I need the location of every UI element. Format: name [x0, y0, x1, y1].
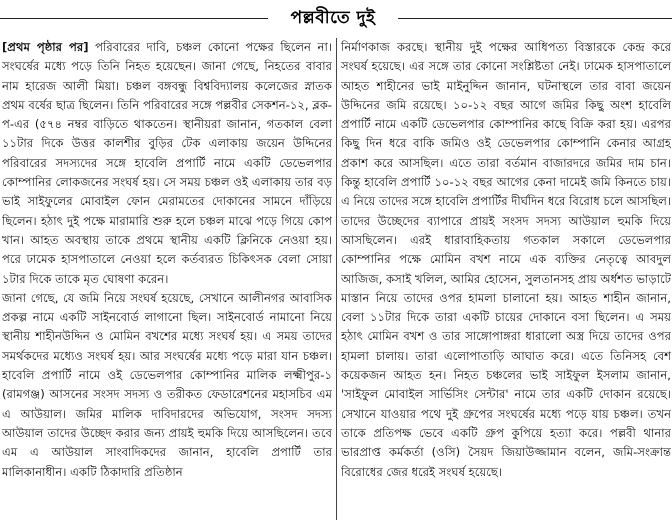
headline-box [268, 4, 398, 32]
left-column [2, 38, 332, 518]
paragraph-text: পরিবারের দাবি, চঞ্চল কোনো পক্ষের ছিলেন না। সংঘর্ষের মধ্যে পড়ে তিনি নিহত হয়েছেন। জানা গেছে, নিহতের বাবার নাম হারেজ আলী মিয়া। চঞ্চল বঙ্গবন্ধু বিশ্ববিদ্যালয় কলেজের স্নাতক প্রথম বর্ষের ছাত্র ছিলেন। তিনি পরিবারের সঙ্গে পল্লবীর সেকশন-১২, ব্লক-প-এর (৫৭৪ নম্বর বাড়িতে থাকতেন। স্থানীয়রা জানান, গতকাল বেলা ১১টার দিকে উত্তর কালশীর বুড়ির টেক এলাকায় জয়েন উদ্দিনের পরিবারের সদস্যদের সঙ্গে হাবেলি প্রপার্টি নামে একটি ডেভেলপার কোম্পানির লোকজনের সংঘর্ষ হয়। সে সময় চঞ্চল ওই এলাকায় তার বড় ভাই সাইফুলের মোবাইল ফোন মেরামতের দোকানের সামনে দাঁড়িয়ে ছিলেন। হঠাৎ দুই পক্ষে মারামারি শুরু হলে চঞ্চল মাঝে পড়ে গিয়ে কোপ খান। আহত অবস্থায় তাকে প্রথমে স্থানীয় একটি ক্লিনিকে নেওয়া হয়। পরে ঢামেক হাসপাতালে নেওয়া হলে কর্তব্যরত চিকিৎসক বেলা সোয়া ১টার দিকে তাকে মৃত ঘোষণা করেন। [2, 40, 332, 286]
headline: পল্লবীতে দুই [290, 8, 376, 28]
article-paragraph [2, 38, 332, 289]
article-paragraph: নির্মাণকাজ করছে। স্থানীয় দুই পক্ষের আধিপত্য বিস্তারকে কেন্দ্র করে সংঘর্ষ হয়েছে। এর সঙ্গে তার কোনো সংশ্লিষ্টতা নেই। ঢামেক হাসপাতালে আহত শাহীনের ভাই মাইনুদ্দিন জানান, ঘটনাস্থলে তার বাবা জয়েন উদ্দিনের জমি রয়েছে। ১০-১২ বছর আগে জমির কিছু অংশ হাবেলি প্রপার্টি নামে একটি ডেভেলপার কোম্পানির কাছে বিক্রি করা হয়। এরপর কিছু দিন ধরে বাকি জমিও ওই ডেভেলপার কোম্পানি কেনার আগ্রহ প্রকাশ করে আসছিল। এতে তারা বর্তমান বাজারদরে জমির দাম চান। কিন্তু হাবেলি প্রপার্টি ১০-১২ বছর আগের কেনা দামেই জমি কিনতে চায়। এ নিয়ে তাদের সঙ্গে হাবেলি প্রপার্টির দীর্ঘদিন ধরে বিরোধ চলে আসছিল। তাদের উচ্ছেদের ব্যাপারে প্রায়ই সংসদ সদস্য আউয়াল হুমকি দিয়ে আসছিলেন। এরই ধারাবাহিকতায় গতকাল সকালে ডেভেলপার কোম্পানির পক্ষে মোমিন বখশ নামে এক ব্যক্তির নেতৃত্বে আবদুল আজিজ, কসাই খলিল, আমির হোসেন, সুলতানসহ প্রায় অর্ধশত ভাড়াটে মাস্তান নিয়ে তাদের ওপর হামলা চালানো হয়। আহত শাহীন জানান, বেলা ১১টার দিকে তারা একটি চায়ের দোকানে বসা ছিলেন। এ সময় হঠাৎ মোমিন বখশ ও তার সাঙ্গোপাঙ্গরা ধারালো অস্ত্র দিয়ে তাদের ওপর হামলা চালায়। তারা এলোপাতাড়ি আঘাত করে। এতে তিনিসহ বেশ কয়েকজন আহত হন। নিহত চঞ্চলের ভাই সাইফুল ইসলাম জানান, 'সাইফুল মোবাইল সার্ভিসিং সেন্টার' নামে তার একটি দোকান রয়েছে। সেখানে যাওয়ার পথে দুই গ্রুপের সংঘর্ষের মধ্যে পড়ে যায় চঞ্চল। তখন তাকে প্রতিপক্ষ ভেবে একটি গ্রুপ কুপিয়ে হত্যা করে। পল্লবী থানার ভারপ্রাপ্ত কর্মকর্তা (ওসি) সৈয়দ জিয়াউজ্জামান বলেন, জমি-সংক্রান্ত বিরোধের জের ধরেই সংঘর্ষ হয়েছে। [341, 40, 671, 479]
continued-from-tag: [প্রথম পৃষ্ঠার পর] [2, 40, 89, 54]
column-divider [336, 38, 337, 520]
right-column [341, 38, 671, 518]
article-paragraph: জানা গেছে, যে জমি নিয়ে সংঘর্ষ হয়েছে, সেখানে আলীনগর আবাসিক প্রকল্প নামে একটি সাইনবোর্ড লাগানো ছিল। সাইনবোর্ড নামানো নিয়ে স্থানীয় শাহীনউদ্দিন ও মোমিন বখশের মধ্যে সংঘর্ষ হয়। এ সময় তাদের সমর্থকদের মধ্যেও সংঘর্ষ হয়। আর সংঘর্ষের মধ্যে পড়ে মারা যান চঞ্চল। হাবেলি প্রপার্টি নামে ওই ডেভেলপার কোম্পানির মালিক লক্ষ্মীপুর-১ (রামগঞ্জ) আসনের সংসদ সদস্য ও তরীকত ফেডারেশনের মহাসচিব এম এ আউয়াল। জমির মালিক দাবিদারদের অভিযোগ, সংসদ সদস্য আউয়াল তাদের উচ্ছেদ করার জন্য প্রায়ই হুমকি দিয়ে আসছিলেন। তবে এম এ আউয়াল সাংবাদিকদের জানান, হাবেলি প্রপার্টি তার মালিকানাধীন। একটি ঠিকাদারি প্রতিষ্ঠান [2, 290, 332, 479]
